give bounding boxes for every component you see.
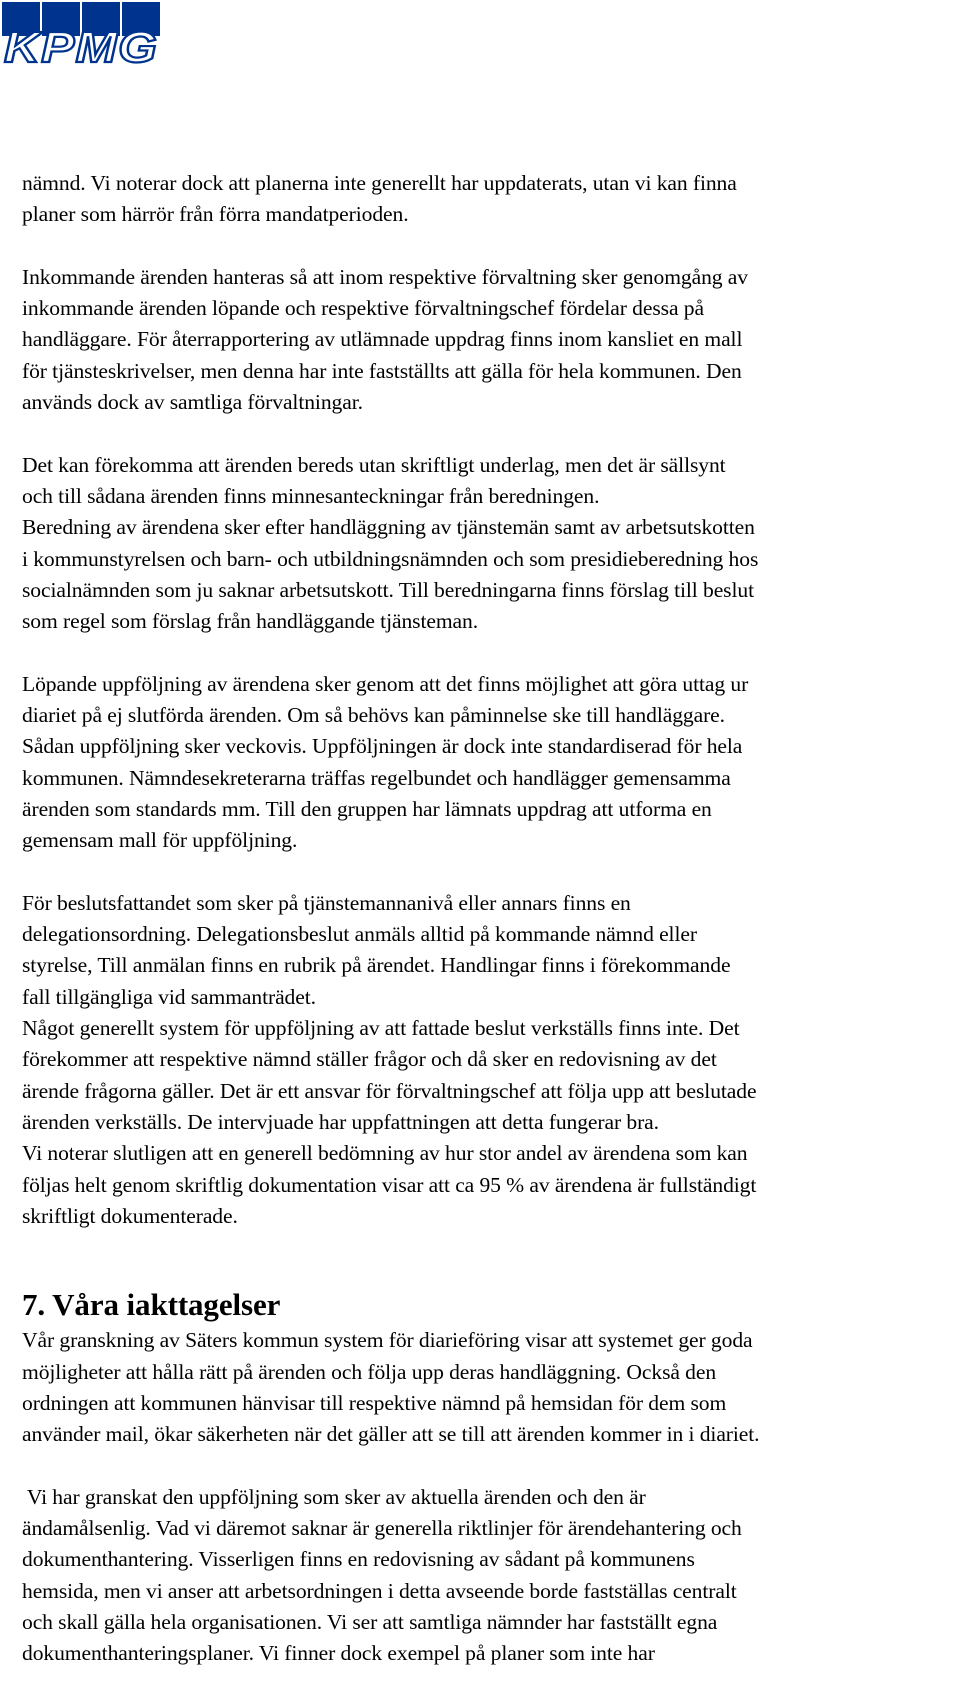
text-line: handläggare. För återrapportering av utlämnade uppdrag finns inom kansliet en mall xyxy=(22,327,743,352)
text-line: som regel som förslag från handläggande tjänsteman. xyxy=(22,609,479,634)
text-line: socialnämnden som ju saknar arbetsutskott. Till beredningarna finns förslag till beslut xyxy=(22,577,754,602)
text-line: dokumenthanteringsplaner. Vi finner dock exempel på planer som inte har xyxy=(22,1641,655,1666)
text-line: ärende frågorna gäller. Det är ett ansvar för förvaltningschef att följa upp att beslutade xyxy=(22,1078,757,1103)
text-line: hemsida, men vi anser att arbetsordningen i detta avseende borde fastställas centralt xyxy=(22,1578,737,1603)
text-line: styrelse, Till anmälan finns en rubrik på ärendet. Handlingar finns i förekommande xyxy=(22,953,731,978)
paragraph-1 xyxy=(22,168,957,231)
paragraph-4 xyxy=(22,669,957,857)
svg-text:KPMG: KPMG xyxy=(4,23,158,68)
paragraph-2 xyxy=(22,262,957,418)
text-line: används dock av samtliga förvaltningar. xyxy=(22,390,363,415)
text-line: använder mail, ökar säkerheten när det gäller att se till att ärenden kommer in i diariet. xyxy=(22,1422,760,1447)
text-line: planer som härrör från förra mandatperioden. xyxy=(22,202,409,227)
text-line: Vi noterar slutligen att en generell bedömning av hur stor andel av ärendena som kan xyxy=(22,1141,748,1166)
text-line: Beredning av ärendena sker efter handläggning av tjänstemän samt av arbetsutskotten xyxy=(22,515,755,540)
text-line: ärenden som standards mm. Till den gruppen har lämnats uppdrag att utforma en xyxy=(22,796,712,821)
text-line: inkommande ärenden löpande och respektive förvaltningschef fördelar dessa på xyxy=(22,296,704,321)
text-line: delegationsordning. Delegationsbeslut anmäls alltid på kommande nämnd eller xyxy=(22,922,697,947)
section-paragraph-2 xyxy=(22,1482,957,1670)
text-line: diariet på ej slutförda ärenden. Om så behövs kan påminnelse ske till handläggare. xyxy=(22,703,725,728)
text-line: fall tillgängliga vid sammanträdet. xyxy=(22,984,316,1009)
paragraph-3 xyxy=(22,450,957,638)
text-line: ärenden verkställs. De intervjuade har uppfattningen att detta fungerar bra. xyxy=(22,1109,659,1134)
text-line: i kommunstyrelsen och barn- och utbildningsnämnden och som presidieberedning hos xyxy=(22,546,759,571)
text-line: ändamålsenlig. Vad vi däremot saknar är generella riktlinjer för ärendehantering och xyxy=(22,1516,742,1541)
text-line: skriftligt dokumenterade. xyxy=(22,1203,238,1228)
section-paragraph-1 xyxy=(22,1325,957,1450)
text-line: Vi har granskat den uppföljning som sker av aktuella ärenden och den är xyxy=(22,1484,646,1509)
text-line: Löpande uppföljning av ärendena sker genom att det finns möjlighet att göra uttag ur xyxy=(22,671,749,696)
text-line: följas helt genom skriftlig dokumentation visar att ca 95 % av ärendena är fullständigt xyxy=(22,1172,757,1197)
text-line: förekommer att respektive nämnd ställer frågor och då sker en redovisning av det xyxy=(22,1047,717,1072)
paragraph-5 xyxy=(22,888,957,1232)
text-line: för tjänsteskrivelser, men denna har inte fastställts att gälla för hela kommunen. Den xyxy=(22,358,742,383)
text-line: Sådan uppföljning sker veckovis. Uppföljningen är dock inte standardiserad för hela xyxy=(22,734,743,759)
text-line: dokumenthantering. Visserligen finns en redovisning av sådant på kommunens xyxy=(22,1547,695,1572)
section-heading: 7. Våra iakttagelser xyxy=(22,1287,281,1323)
text-line: gemensam mall för uppföljning. xyxy=(22,828,298,853)
text-line: För beslutsfattandet som sker på tjänstemannanivå eller annars finns en xyxy=(22,890,631,915)
kpmg-logo xyxy=(0,0,172,68)
text-line: nämnd. Vi noterar dock att planerna inte generellt har uppdaterats, utan vi kan finna xyxy=(22,171,737,195)
text-line: möjligheter att hålla rätt på ärenden och följa upp deras handläggning. Också den xyxy=(22,1359,717,1384)
document-body xyxy=(22,168,957,1670)
text-line: och skall gälla hela organisationen. Vi ser att samtliga nämnder har fastställt egna xyxy=(22,1610,718,1635)
text-line: Det kan förekomma att ärenden bereds utan skriftligt underlag, men det är sällsynt xyxy=(22,452,726,477)
text-line: och till sådana ärenden finns minnesanteckningar från beredningen. xyxy=(22,483,600,508)
text-line: Inkommande ärenden hanteras så att inom respektive förvaltning sker genomgång av xyxy=(22,264,748,289)
text-line: Vår granskning av Säters kommun system för diarieföring visar att systemet ger goda xyxy=(22,1328,753,1353)
text-line: Något generellt system för uppföljning av att fattade beslut verkställs finns inte. Det xyxy=(22,1016,740,1041)
text-line: kommunen. Nämndesekreterarna träffas regelbundet och handlägger gemensamma xyxy=(22,765,731,790)
text-line: ordningen att kommunen hänvisar till respektive nämnd på hemsidan för dem som xyxy=(22,1390,727,1415)
